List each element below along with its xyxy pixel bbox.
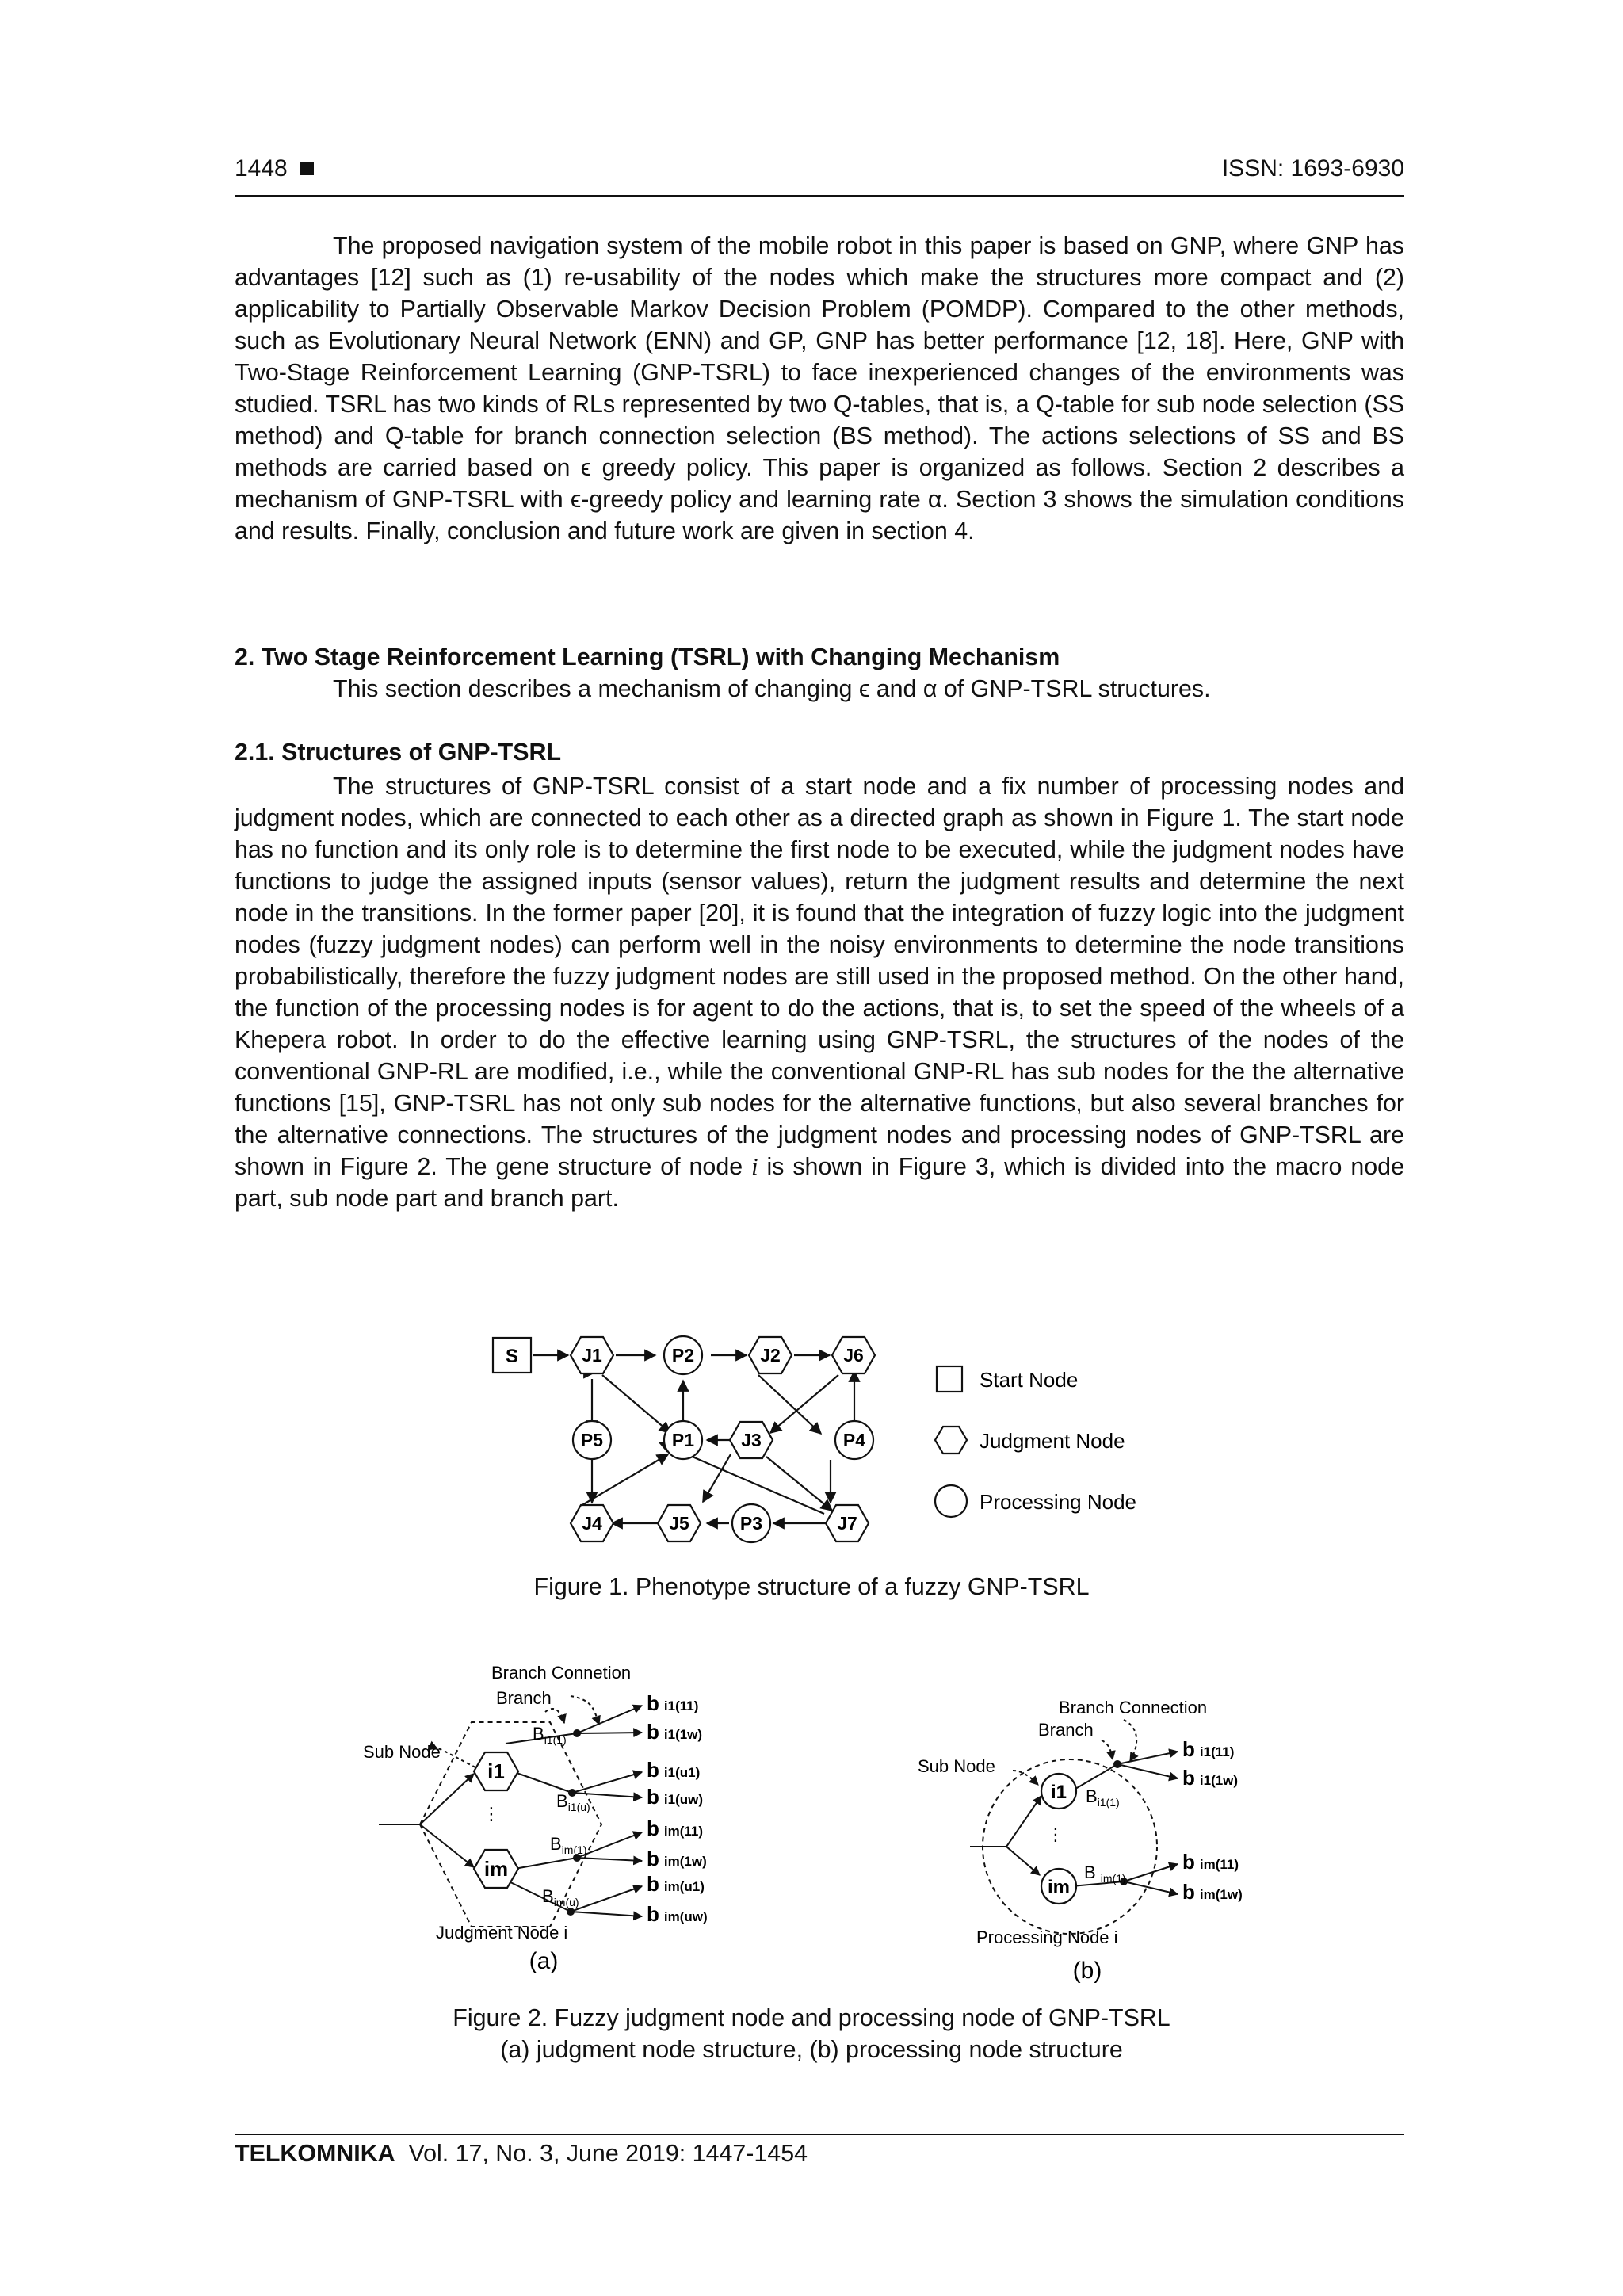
legend-start-shape	[937, 1366, 962, 1392]
square-bullet-icon	[300, 162, 314, 175]
branch-connection-label: Branch Connetion	[491, 1663, 632, 1683]
branch-label: $B_{im(u)}$	[542, 1886, 579, 1908]
panel-label: (a)	[529, 1948, 559, 1974]
figure-2a	[357, 1656, 753, 2005]
subsection-heading: 2.1. Structures of GNP-TSRL	[235, 739, 562, 766]
citation: Vol. 17, No. 3, June 2019: 1447-1454	[408, 2140, 808, 2167]
branch-label: B $_{im(1)}$	[1084, 1862, 1126, 1885]
sub-node-label: i1	[1050, 1782, 1067, 1803]
output-branch-label: bim(1w)	[647, 1847, 707, 1870]
branch-connection-label: Branch Connection	[1059, 1698, 1208, 1717]
output-branch-label: bim(1w)	[1182, 1880, 1243, 1904]
paragraph-structures	[235, 770, 1404, 1214]
output-branch-label: bi1(uw)	[647, 1785, 703, 1809]
panel-label: (b)	[1072, 1958, 1102, 1984]
running-header	[235, 155, 1404, 197]
journal-name: TELKOMNIKA	[235, 2140, 395, 2167]
output-branch-label: bi1(1w)	[647, 1720, 703, 1744]
branch-label: $B_{i1(u)}$	[556, 1791, 590, 1813]
output-branch-label: bim(u1)	[647, 1872, 705, 1896]
figure-1-caption: Figure 1. Phenotype structure of a fuzzy GNP-TSRL	[533, 1573, 1090, 1600]
node-label: P2	[671, 1345, 695, 1366]
node-label: J5	[669, 1513, 689, 1534]
ellipsis: ⋮	[1047, 1824, 1064, 1844]
sub-node-label: im	[483, 1857, 509, 1881]
legend-processing-shape	[935, 1485, 967, 1517]
node-label: J4	[582, 1513, 602, 1534]
figure-1	[475, 1324, 1189, 1545]
section-heading: 2. Two Stage Reinforcement Learning (TSRL) with Changing Mechanism	[235, 644, 1060, 670]
node-label: P5	[580, 1430, 604, 1450]
node-label: P3	[739, 1513, 763, 1534]
node-label: S	[505, 1346, 519, 1367]
judgment-node-label: Judgment Node i	[436, 1923, 568, 1943]
paragraph-structures-a: The structures of GNP-TSRL consist of a start node and a fix number of processing nodes and judgment nodes, which are connected to each other as a directed graph as shown in Figure 1. The start node has no function and its only role is to determine the first node to be executed, while the judgment nodes have functions to judge the assigned inputs (sensor values), return the judgment results and determine the next node in the transitions. In the former paper [20], it is found that the integration of fuzzy logic into the judgment nodes (fuzzy judgment nodes) can perform well in the noisy environments to determine the node transitions probabilistically, therefore the fuzzy judgment nodes are still used in the proposed method. On the other hand, the function of the processing nodes is for agent to do the actions, that is, to set the speed of the wheels of a Khepera robot. In order to do the effective learning using GNP-TSRL, the structures of the nodes of the conventional GNP-RL are modified, i.e., while the conventional GNP-RL has sub nodes for the the alternative functions [15], GNP-TSRL has not only sub nodes for the alternative functions, but also several branches for the alternative connections. The structures of the judgment nodes and processing nodes of GNP-TSRL are shown in Figure 2. The gene structure of node	[235, 773, 1404, 1180]
output-branch-label: bim(uw)	[647, 1902, 708, 1926]
node-label: P1	[671, 1430, 695, 1450]
node-label: J6	[843, 1345, 864, 1366]
figure-2b	[911, 1688, 1284, 2005]
node-label: J2	[760, 1345, 781, 1366]
legend-processing-label: Processing Node	[980, 1490, 1136, 1514]
figure-2-caption-line2: (a) judgment node structure, (b) processing node structure	[500, 2036, 1123, 2063]
sub-node-label: Sub Node	[363, 1742, 441, 1762]
node-variable: i	[751, 1153, 758, 1180]
sub-node-label: im	[1047, 1877, 1071, 1898]
figure-2-caption-line1: Figure 2. Fuzzy judgment node and processing node of GNP-TSRL	[453, 2004, 1170, 2031]
node-label: J3	[741, 1430, 762, 1450]
paragraph-intro: The proposed navigation system of the mobile robot in this paper is based on GNP, where GNP has advantages [12] such as (1) re-usability of the nodes which make the structures more compact and (2) applicability to Partially Observable Markov Decision Problem (POMDP). Compared to the other methods, such as Evolutionary Neural Network (ENN) and GP, GNP has better performance [12, 18]. Here, GNP with Two-Stage Reinforcement Learning (GNP-TSRL) to face inexperienced changes of the environments was studied. TSRL has two kinds of RLs represented by two Q-tables, that is, a Q-table for sub node selection (SS method) and Q-table for branch connection selection (BS method). The actions selections of SS and BS methods are carried based on ϵ greedy policy. This paper is organized as follows. Section 2 describes a mechanism of GNP-TSRL with ϵ-greedy policy and learning rate α. Section 3 shows the simulation conditions and results. Finally, conclusion and future work are given in section 4.	[235, 232, 1404, 544]
output-branch-label: bi1(u1)	[647, 1758, 701, 1782]
ellipsis: ⋮	[483, 1804, 500, 1824]
branch-label: Branch	[496, 1688, 552, 1708]
output-branch-label: bim(11)	[1182, 1850, 1239, 1874]
output-branch-label: bim(11)	[647, 1817, 704, 1840]
output-branch-label: bi1(1w)	[1182, 1766, 1239, 1790]
branch-label: $B_{i1(1)}$	[533, 1724, 567, 1746]
legend-judgment-shape	[935, 1427, 967, 1454]
running-footer	[235, 2134, 1404, 2168]
node-label: J1	[582, 1345, 602, 1366]
legend-start-label: Start Node	[980, 1368, 1079, 1392]
paragraph-structures-b: is shown in Figure 3, which is divided into the macro node part, sub node part and branch part.	[235, 1153, 1404, 1212]
processing-node-label: Processing Node i	[976, 1927, 1118, 1947]
branch-label: Branch	[1038, 1720, 1094, 1740]
legend-judgment-label: Judgment Node	[980, 1429, 1125, 1453]
sub-node-label: i1	[487, 1759, 505, 1783]
branch-label: $B_{im(1)}$	[550, 1834, 587, 1856]
output-branch-label: bi1(11)	[647, 1691, 699, 1715]
node-label: P4	[842, 1430, 866, 1450]
issn: ISSN: 1693-6930	[1221, 155, 1404, 181]
page-number: 1448	[235, 155, 314, 182]
sub-node-label: Sub Node	[918, 1756, 995, 1776]
branch-label: $B_{i1(1)}$	[1086, 1786, 1120, 1809]
node-label: J7	[837, 1513, 857, 1534]
section-intro: This section describes a mechanism of changing ϵ and α of GNP-TSRL structures.	[333, 675, 1211, 702]
output-branch-label: bi1(11)	[1182, 1737, 1235, 1761]
